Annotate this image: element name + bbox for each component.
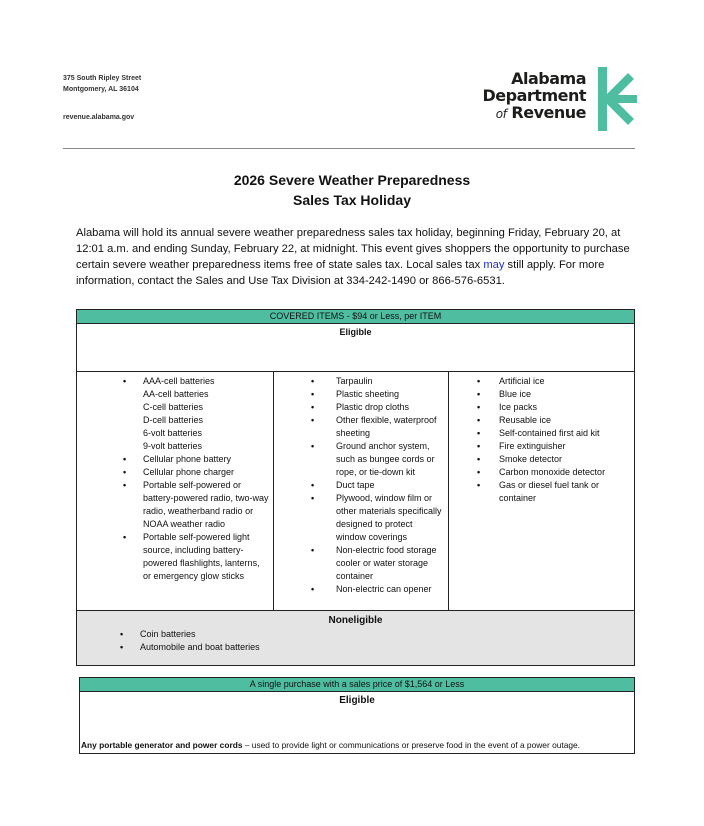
eligible-item: • Ice packs — [453, 401, 630, 414]
eligible-item: • Carbon monoxide detector — [453, 466, 630, 479]
eligible-item: AA-cell batteries — [143, 389, 209, 399]
noneligible-section — [77, 611, 635, 666]
eligible-column-2 — [274, 372, 449, 611]
website-link[interactable]: revenue.alabama.gov — [63, 114, 135, 121]
generator-heading: A single purchase with a sales price of $1,564 or Less — [80, 678, 635, 692]
eligible-item: • AAA-cell batteries — [81, 375, 269, 388]
eligible-item: • Non-electric can opener — [278, 583, 444, 596]
ador-k-mark-icon — [598, 67, 638, 131]
eligible-item: C-cell batteries — [143, 402, 204, 412]
address-block — [63, 73, 141, 95]
logo-line-3: Revenue — [511, 103, 586, 122]
eligible-item: 9-volt batteries — [143, 441, 203, 451]
eligible-item: • Plastic sheeting — [278, 388, 444, 401]
generator-item — [81, 739, 631, 751]
eligible-item: • Blue ice — [453, 388, 630, 401]
eligible-item: • Gas or diesel fuel tank or container — [453, 479, 630, 505]
generator-item-description: – used to provide light or communications or preserve food in the event of a power outage. — [242, 740, 581, 750]
eligible-item: • Cellular phone battery — [81, 453, 269, 466]
intro-highlight-may: may — [483, 259, 505, 271]
address-line-2: Montgomery, AL 36104 — [63, 86, 139, 93]
generator-eligible-cell — [80, 692, 635, 754]
intro-text-end: still apply. For more information, contact the Sales and Use Tax Division at 334-242-1490 or 866-576-6531. — [76, 259, 605, 287]
eligible-item: • Non-electric food storage cooler or water storage container — [278, 544, 444, 583]
eligible-item: • Fire extinguisher — [453, 440, 630, 453]
generator-table — [79, 677, 635, 754]
covered-items-heading: COVERED ITEMS - $94 or Less, per ITEM — [77, 310, 635, 324]
eligible-item: • Portable self-powered light source, including battery-powered flashlights, lanterns, or emergency glow sticks — [81, 531, 269, 583]
eligible-item: • Artificial ice — [453, 375, 630, 388]
eligible-item: D-cell batteries — [143, 415, 204, 425]
eligible-column-3 — [449, 372, 635, 611]
eligible-item: • Ground anchor system, such as bungee cords or rope, or tie-down kit — [278, 440, 444, 479]
logo-of: of — [495, 107, 507, 121]
logo-line-2: Department — [482, 86, 586, 105]
page-title-line-2: Sales Tax Holiday — [292, 192, 411, 208]
intro-text: Alabama will hold its annual severe weather preparedness sales tax holiday, beginning Friday, February 20, at 12:01 a.m. and ending Sunday, February 22, at midnight. This event gives shoppers the opportunity to purchase certain severe weather preparedness items free of state sales tax. Local sales tax — [76, 227, 630, 271]
eligible-item: • Reusable ice — [453, 414, 630, 427]
noneligible-item: • Coin batteries — [78, 628, 633, 641]
intro-paragraph — [76, 225, 646, 289]
noneligible-heading: Noneligible — [328, 615, 383, 626]
generator-eligible-heading: Eligible — [339, 695, 375, 706]
covered-items-table — [76, 309, 635, 666]
eligible-item: • Portable self-powered or battery-powered radio, two-way radio, weatherband radio or NOAA weather radio — [81, 479, 269, 531]
header-divider — [63, 148, 635, 149]
eligible-item: 6-volt batteries — [143, 428, 203, 438]
eligible-item: • Cellular phone charger — [81, 466, 269, 479]
address-line-1: 375 South Ripley Street — [63, 75, 142, 82]
logo-line-1: Alabama — [511, 69, 586, 88]
eligible-item: • Plywood, window film or other materials specifically designed to protect window coverings — [278, 492, 444, 544]
eligible-heading: Eligible — [77, 324, 635, 372]
generator-item-title: Any portable generator and power cords — [81, 740, 243, 750]
eligible-item: • Duct tape — [278, 479, 444, 492]
eligible-item: • Self-contained first aid kit — [453, 427, 630, 440]
logo-wordmark — [470, 70, 586, 123]
eligible-item: • Tarpaulin — [278, 375, 444, 388]
eligible-item: • Other flexible, waterproof sheeting — [278, 414, 444, 440]
page-title-line-1: 2026 Severe Weather Preparedness — [233, 172, 471, 188]
eligible-column-1 — [77, 372, 274, 611]
noneligible-item: • Automobile and boat batteries — [78, 641, 633, 654]
eligible-item: • Smoke detector — [453, 453, 630, 466]
eligible-item: • Plastic drop cloths — [278, 401, 444, 414]
